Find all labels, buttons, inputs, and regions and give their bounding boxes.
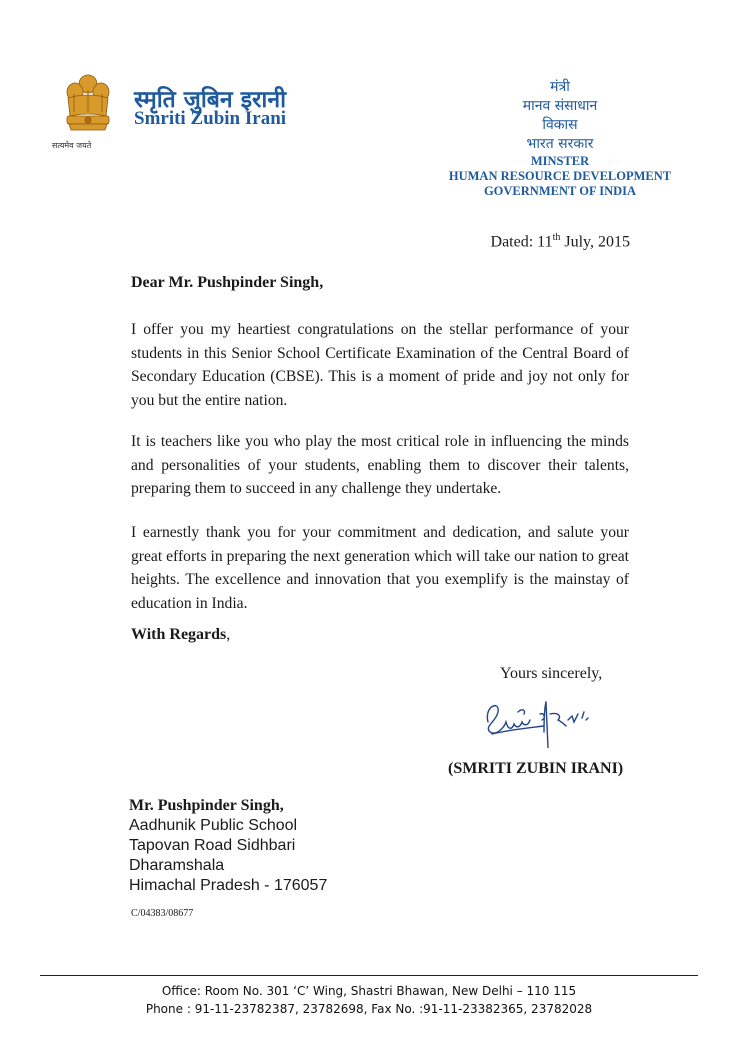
title-hindi-line: मानव संसाधान — [522, 98, 598, 114]
letterhead-name-hindi: स्मृति जुबिन इरानी — [134, 87, 287, 113]
title-hindi-line: भारत सरकार — [526, 136, 594, 152]
footer-office-address: Office: Room No. 301 ‘C’ Wing, Shastri Bhawan, New Delhi – 110 115 — [161, 984, 577, 998]
body-paragraph: It is teachers like you who play the most critical role in influencing the minds and personalities of your students, enabling them to discover their talents, preparing them to succeed in any challenge they undertake. — [131, 433, 629, 497]
title-english-line: HUMAN RESOURCE DEVELOPMENT — [448, 169, 672, 183]
body-paragraph: I earnestly thank you for your commitment and dedication, and salute your great efforts in preparing the next generation which will take our nation to great heights. The excellence and innovation that you exemplify is the mainstay of education in India. — [131, 524, 629, 612]
recipient-address — [129, 796, 327, 896]
signatory-name: (SMRITI ZUBIN IRANI) — [448, 760, 624, 777]
letter-date — [491, 232, 630, 251]
address-line: Himachal Pradesh - 176057 — [129, 877, 328, 894]
recipient-name: Mr. Pushpinder Singh, — [129, 797, 284, 814]
body-paragraph: I offer you my heartiest congratulations on the stellar performance of your students in this Senior School Certificate Examination of the Central Board of Secondary Education (CBSE). This is a moment of pride and joy not only for you but the entire nation. — [131, 321, 629, 409]
reference-number: C/04383/08677 — [131, 908, 194, 919]
regards — [131, 626, 230, 644]
title-hindi-line: विकास — [542, 117, 578, 133]
letterhead-name-english: Smriti Zubin Irani — [134, 108, 287, 129]
closing: Yours sincerely, — [500, 665, 603, 682]
salutation: Dear Mr. Pushpinder Singh, — [131, 274, 324, 291]
address-line: Dharamshala — [129, 857, 225, 874]
emblem-motto: सत्यमेव जयते — [52, 141, 92, 150]
address-line: Aadhunik Public School — [129, 817, 298, 834]
title-english-line: MINSTER — [530, 154, 590, 168]
title-hindi-line: मंत्री — [550, 79, 570, 95]
regards-text: With Regards — [131, 626, 227, 643]
signature-icon — [478, 692, 618, 748]
footer-phone: Phone : 91-11-23782387, 23782698, Fax No. :91-11-23382365, 23782028 — [145, 1002, 593, 1016]
regards-comma: , — [226, 626, 231, 643]
footer-divider — [40, 975, 698, 976]
date-suffix: July, 2015 — [560, 233, 630, 251]
title-english-line: GOVERNMENT OF INDIA — [483, 184, 637, 198]
date-ordinal: th — [552, 232, 561, 243]
address-line: Tapovan Road Sidhbari — [129, 837, 296, 854]
date-prefix: Dated: 11 — [490, 233, 553, 251]
minister-title-block — [440, 78, 680, 199]
